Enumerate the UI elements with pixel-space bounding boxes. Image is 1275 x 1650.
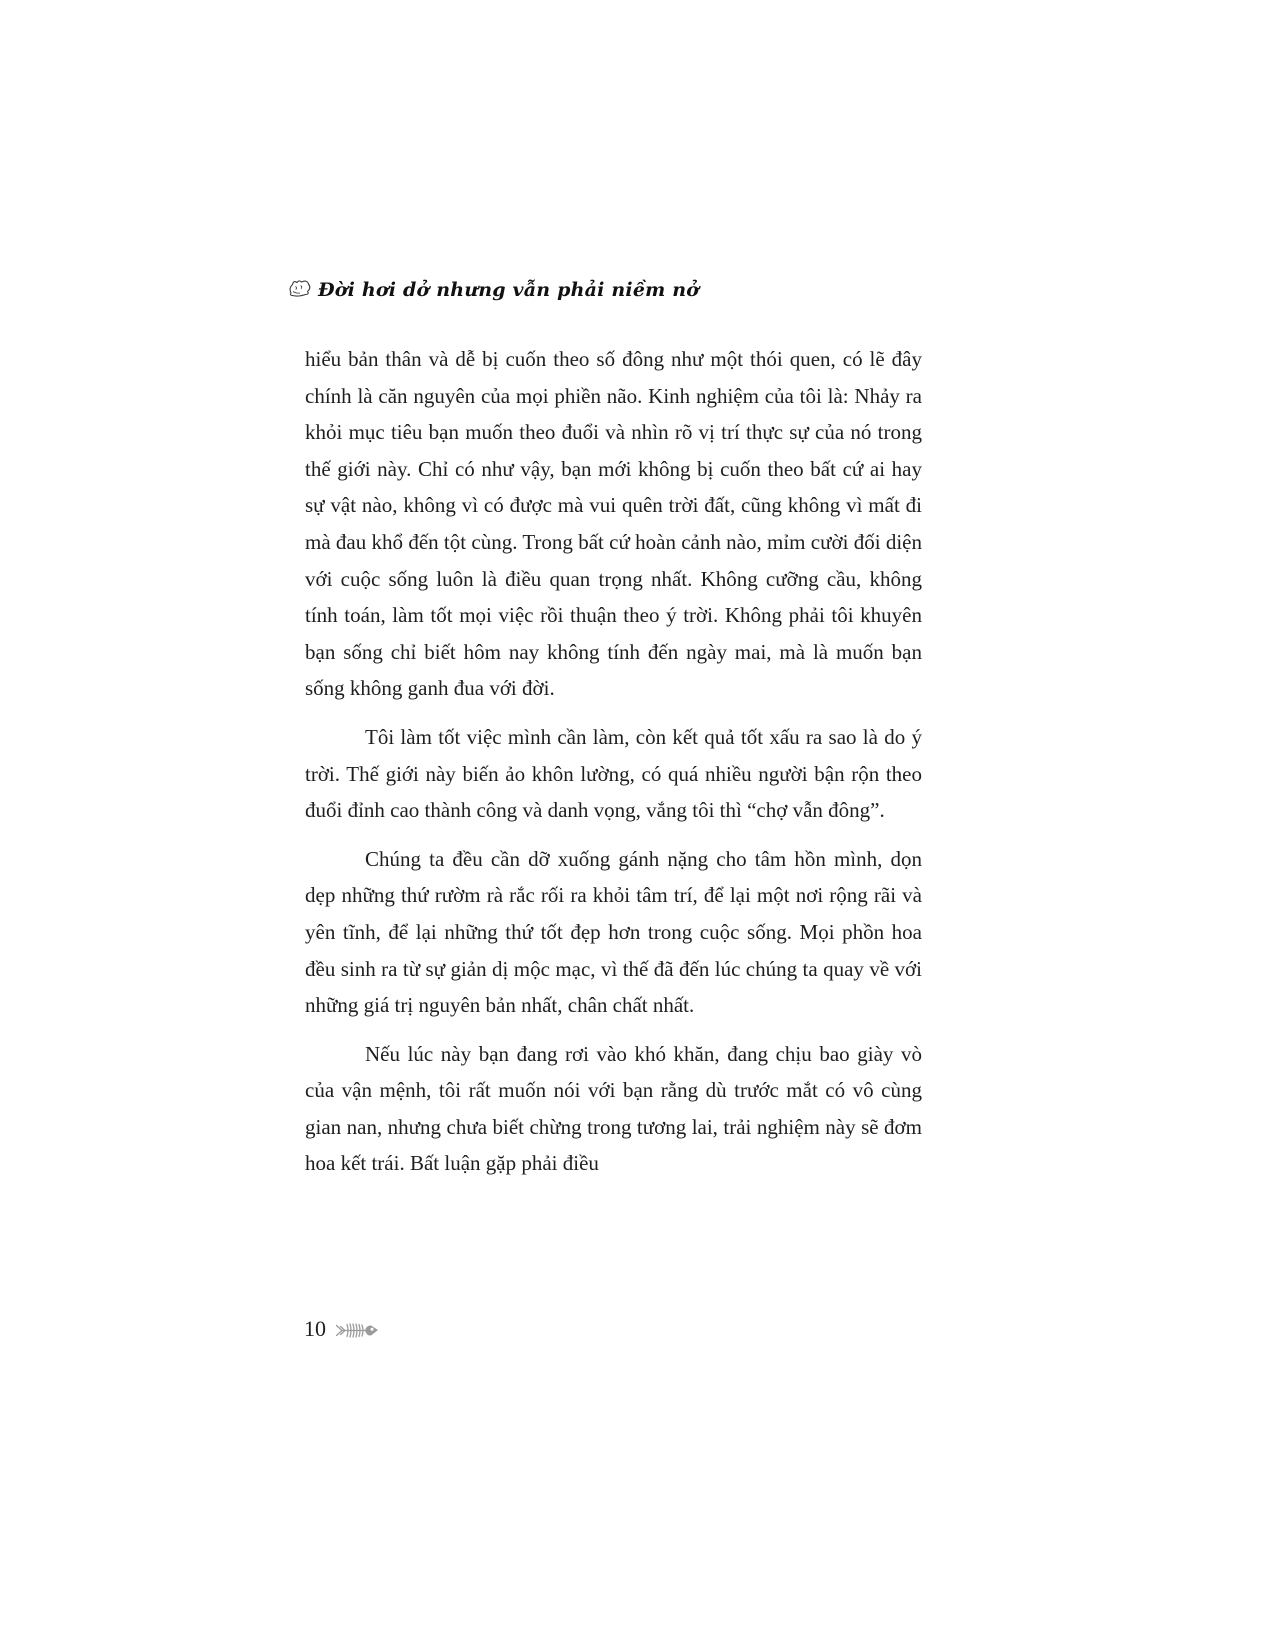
cat-doodle-icon: [286, 276, 313, 302]
running-header: [286, 276, 699, 302]
fishbone-icon: [335, 1322, 379, 1339]
body-paragraph: hiểu bản thân và dễ bị cuốn theo số đông như một thói quen, có lẽ đây chính là căn nguyên của mọi phiền não. Kinh nghiệm của tôi là: Nhảy ra khỏi mục tiêu bạn muốn theo đuổi và nhìn rõ vị trí thực sự của nó trong thế giới này. Chỉ có như vậy, bạn mới không bị cuốn theo bất cứ ai hay sự vật nào, không vì có được mà vui quên trời đất, cũng không vì mất đi mà đau khổ đến tột cùng. Trong bất cứ hoàn cảnh nào, mỉm cười đối diện với cuộc sống luôn là điều quan trọng nhất. Không cưỡng cầu, không tính toán, làm tốt mọi việc rồi thuận theo ý trời. Không phải tôi khuyên bạn sống chỉ biết hôm nay không tính đến ngày mai, mà là muốn bạn sống không ganh đua với đời.: [305, 347, 922, 701]
page-footer: [304, 1316, 379, 1342]
body-paragraph: Chúng ta đều cần dỡ xuống gánh nặng cho tâm hồn mình, dọn dẹp những thứ rườm rà rắc rối ra khỏi tâm trí, để lại một nơi rộng rãi và yên tĩnh, để lại những thứ tốt đẹp hơn trong cuộc sống. Mọi phồn hoa đều sinh ra từ sự giản dị mộc mạc, vì thế đã đến lúc chúng ta quay về với những giá trị nguyên bản nhất, chân chất nhất.: [305, 846, 922, 1018]
body-paragraph: Tôi làm tốt việc mình cần làm, còn kết quả tốt xấu ra sao là do ý trời. Thế giới này biến ảo khôn lường, có quá nhiều người bận rộn theo đuổi đỉnh cao thành công và danh vọng, vắng tôi thì “chợ vẫn đông”.: [305, 724, 922, 823]
body-paragraph: Nếu lúc này bạn đang rơi vào khó khăn, đang chịu bao giày vò của vận mệnh, tôi rất muốn nói với bạn rằng dù trước mắt có vô cùng gian nan, nhưng chưa biết chừng trong tương lai, trải nghiệm này sẽ đơm hoa kết trái. Bất luận gặp phải điều: [305, 1041, 922, 1176]
page-body-text: [305, 341, 922, 1194]
running-header-title: Đời hơi dở nhưng vẫn phải niềm nở: [318, 279, 700, 301]
page-number: 10: [304, 1316, 326, 1341]
